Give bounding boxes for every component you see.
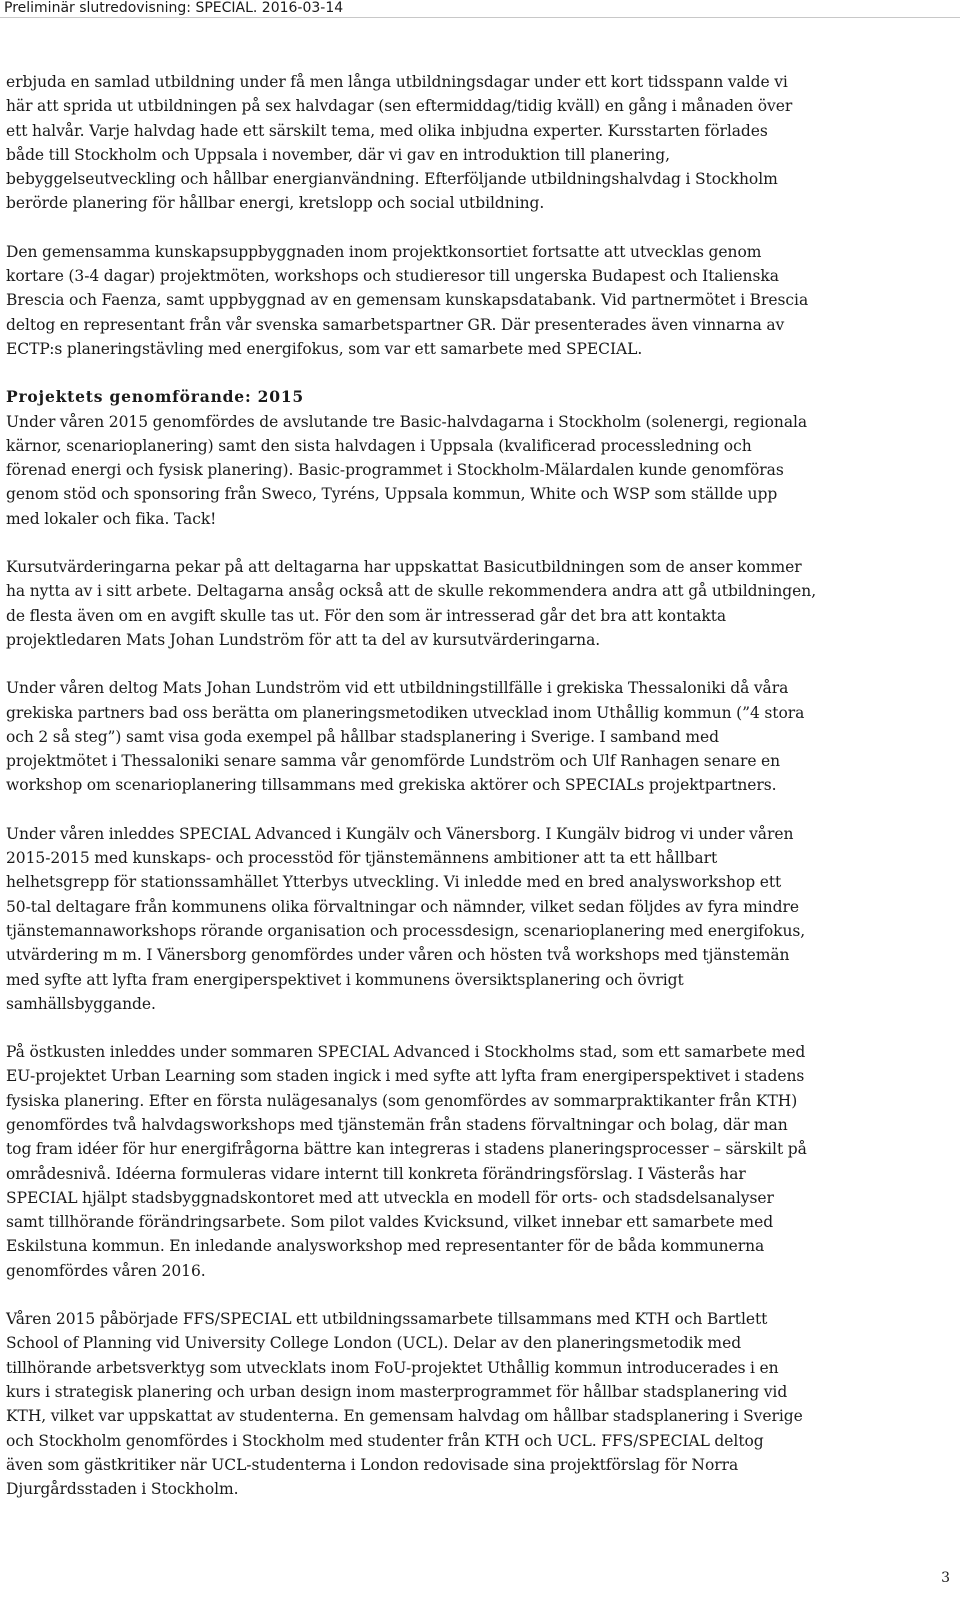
paragraph-advanced-kungalv: Under våren inleddes SPECIAL Advanced i Kungälv och Vänersborg. I Kungälv bidrog vi under våren 2015-2015 med kunskaps- och processtöd för tjänstemännens ambitioner att ta ett hållbart helhetsgrepp för stationssamhället Ytterbys utveckling. Vi inledde med en bred analysworkshop ett 50-tal deltagare från kommunens olika förvaltningar och nämnder, vilket sedan följdes av fyra mindre tjänstemannaworkshops rörande organisation och processdesign, scenarioplanering med energifokus, utvärdering m m. I Vänersborg genomfördes under våren och hösten två workshops med tjänstemän med syfte att lyfta fram energiperspektivet i kommunens översiktsplanering och övrigt samhällsbyggande. bbox=[6, 824, 806, 1013]
section-heading: Projektets genomförande: 2015 bbox=[6, 387, 305, 407]
paragraph-advanced-stockholm: På östkusten inleddes under sommaren SPECIAL Advanced i Stockholms stad, som ett samarbete med EU-projektet Urban Learning som staden ingick i med syfte att lyfta fram energiperspektivet i stadens fysiska planering. Efter en första nulägesanalys (som genomfördes av sommarpraktikanter från KTH) genomfördes två halvdagsworkshops med tjänstemän från stadens förvaltningar och bolag, där man tog fram idéer för hur energifrågorna bättre kan integreras i stadens planeringsprocesser – särskilt på områdesnivå. Idéerna formuleras vidare internt till konkreta förändringsförslag. I Västerås har SPECIAL hjälpt stadsbyggnadskontoret med att utveckla en modell för orts- och stadsdelsanalyser samt tillhörande förändringsarbete. Som pilot valdes Kvicksund, vilket innebar ett samarbete med Eskilstuna kommun. En inledande analysworkshop med representanter för de båda kommunerna genomfördes våren 2016. bbox=[6, 1043, 807, 1280]
paragraph-kth-ucl: Våren 2015 påbörjade FFS/SPECIAL ett utbildningssamarbete tillsammans med KTH och Bartlett School of Planning vid University College London (UCL). Delar av den planeringsmetodik med tillhörande arbetsverktyg som utvecklats inom FoU-projektet Uthållig kommun introducerades i en kurs i strategisk planering och urban design inom masterprogrammet för hållbar stadsplanering vid KTH, vilket var uppskattat av studenterna. En gemensam halvdag om hållbar stadsplanering i Sverige och Stockholm genomfördes i Stockholm med studenter från KTH och UCL. FFS/SPECIAL deltog även som gästkritiker när UCL-studenterna i London redovisade sina projektförslag för Norra Djurgårdsstaden i Stockholm. bbox=[6, 1310, 803, 1499]
page-header bbox=[0, 0, 960, 17]
paragraph-basic-training-intro: erbjuda en samlad utbildning under få men långa utbildningsdagar under ett kort tidsspann valde vi här att sprida ut utbildningen på sex halvdagar (sen eftermiddag/tidig kväll) en gång i månaden över ett halvår. Varje halvdag hade ett särskilt tema, med olika inbjudna experter. Kursstarten förlades både till Stockholm och Uppsala i november, där vi gav en introduktion till planering, bebyggelseutveckling och hållbar energianvändning. Efterföljande utbildningshalvdag i Stockholm berörde planering för hållbar energi, kretslopp och social utbildning. bbox=[6, 73, 793, 213]
page-number: 3 bbox=[941, 1570, 950, 1586]
document-title: Preliminär slutredovisning: SPECIAL. 2016-03-14 bbox=[4, 0, 344, 16]
paragraph-course-evaluations: Kursutvärderingarna pekar på att deltagarna har uppskattat Basicutbildningen som de anser kommer ha nytta av i sitt arbete. Deltagarna ansåg också att de skulle rekommendera andra att gå utbildningen, de flesta även om en avgift skulle tas ut. För den som är intresserad går det bra att kontakta projektledaren Mats Johan Lundström för att ta del av kursutvärderingarna. bbox=[6, 558, 817, 649]
paragraph-thessaloniki: Under våren deltog Mats Johan Lundström vid ett utbildningstillfälle i grekiska Thessaloniki då våra grekiska partners bad oss berätta om planeringsmetodiken utvecklad inom Uthållig kommun (”4 stora och 2 så steg”) samt visa goda exempel på hållbar stadsplanering i Sverige. I samband med projektmötet i Thessaloniki senare samma vår genomförde Lundström och Ulf Ranhagen senare en workshop om scenarioplanering tillsammans med grekiska aktörer och SPECIALs projektpartners. bbox=[6, 679, 805, 795]
document-body bbox=[6, 70, 942, 1501]
paragraph-consortium-knowledge: Den gemensamma kunskapsuppbyggnaden inom projektkonsortiet fortsatte att utvecklas genom kortare (3-4 dagar) projektmöten, workshops och studieresor till ungerska Budapest och Italienska Brescia och Faenza, samt uppbyggnad av en gemensam kunskapsdatabank. Vid partnermötet i Brescia deltog en representant från vår svenska samarbetspartner GR. Där presenterades även vinnarna av ECTP:s planeringstävling med energifokus, som var ett samarbete med SPECIAL. bbox=[6, 242, 809, 358]
header-divider bbox=[0, 17, 960, 18]
paragraph-spring-2015: Under våren 2015 genomfördes de avslutande tre Basic-halvdagarna i Stockholm (solenergi, regionala kärnor, scenarioplanering) samt den sista halvdagen i Uppsala (kvalificerad processledning och förenad energi och fysisk planering). Basic-programmet i Stockholm-Mälardalen kunde genomföras genom stöd och sponsoring från Sweco, Tyréns, Uppsala kommun, White och WSP som ställde upp med lokaler och fika. Tack! bbox=[6, 412, 808, 528]
